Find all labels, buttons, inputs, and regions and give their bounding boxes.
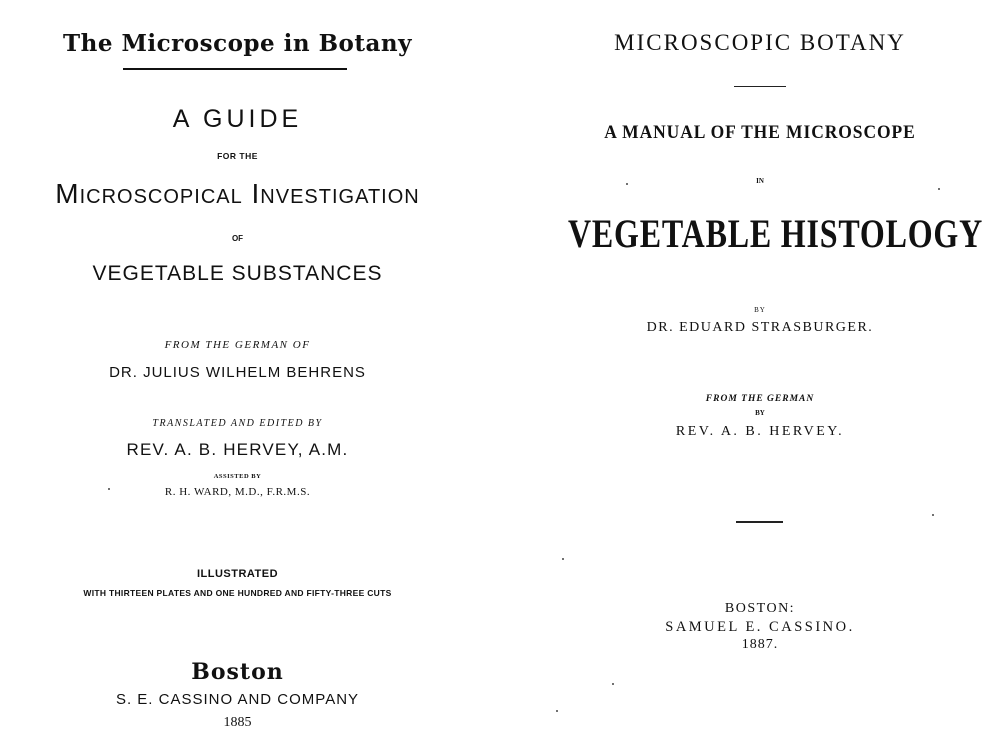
left-guide-heading: A GUIDE	[172, 105, 303, 133]
right-divider-rule	[736, 521, 783, 523]
right-title: MICROSCOPIC BOTANY	[614, 30, 906, 55]
left-plates-note: WITH THIRTEEN PLATES AND ONE HUNDRED AND FIFTY-THREE CUTS	[83, 588, 392, 598]
left-year: 1885	[223, 715, 252, 730]
page-speck	[556, 710, 558, 712]
page-speck	[562, 558, 564, 560]
left-of-label: OF	[231, 234, 244, 243]
right-by-label-2: BY	[755, 409, 765, 417]
page-speck	[932, 514, 934, 516]
left-translated-label: TRANSLATED AND EDITED BY	[152, 418, 323, 429]
left-blackletter-title: The Microscope in Botany	[62, 30, 412, 57]
right-translator: REV. A. B. HERVEY.	[675, 424, 845, 439]
right-place: BOSTON:	[724, 601, 796, 616]
left-place: Boston	[191, 659, 284, 685]
right-main-title: VEGETABLE HISTOLOGY	[568, 211, 984, 256]
page-speck	[626, 183, 628, 185]
page-speck	[612, 683, 614, 685]
right-title-page	[520, 0, 1000, 755]
left-main-title: Microscopical Investigation	[55, 178, 420, 209]
left-assisted-label: ASSISTED BY	[213, 473, 262, 480]
left-title-rule	[123, 68, 347, 70]
left-for-the-label: FOR THE	[217, 151, 258, 161]
left-from-german: FROM THE GERMAN OF	[164, 339, 311, 351]
right-subtitle: A MANUAL OF THE MICROSCOPE	[604, 122, 916, 143]
page-speck	[938, 188, 940, 190]
right-from-german: FROM THE GERMAN	[705, 394, 815, 404]
left-assistant: R. H. WARD, M.D., F.R.M.S.	[164, 486, 311, 498]
left-subject: VEGETABLE SUBSTANCES	[92, 262, 383, 285]
right-in-label: IN	[756, 177, 764, 185]
left-author: DR. JULIUS WILHELM BEHRENS	[109, 364, 366, 381]
right-by-label: BY	[754, 306, 766, 314]
page-speck	[108, 488, 110, 490]
left-translator: REV. A. B. HERVEY, A.M.	[126, 440, 349, 459]
right-author: DR. EDUARD STRASBURGER.	[646, 320, 874, 335]
left-illustrated-label: ILLUSTRATED	[196, 568, 279, 580]
right-short-rule	[734, 86, 786, 87]
right-year: 1887.	[741, 637, 779, 652]
left-title-page	[0, 0, 475, 755]
left-publisher: S. E. CASSINO AND COMPANY	[115, 691, 360, 708]
right-publisher: SAMUEL E. CASSINO.	[665, 619, 855, 635]
